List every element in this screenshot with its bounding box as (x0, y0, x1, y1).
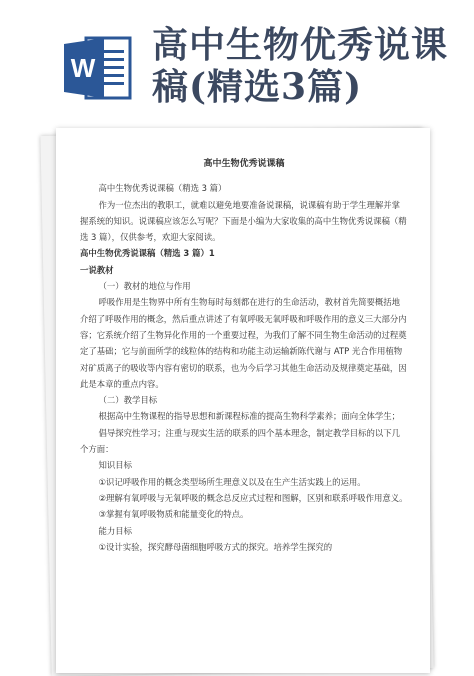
document-paragraph: ②理解有氧呼吸与无氧呼吸的概念总反应式过程和图解，区别和联系呼吸作用意义。 (98, 492, 408, 503)
document-page (56, 128, 430, 673)
document-body (80, 156, 408, 555)
document-paragraph: 能力目标 (98, 525, 132, 536)
document-paragraph: ①识记呼吸作用的概念类型场所生理意义以及在生产生活实践上的运用。 (98, 476, 366, 487)
document-paragraph: 知识目标 (98, 460, 132, 471)
document-paragraph: 呼吸作用是生物界中所有生物每时每刻都在进行的生命活动，教材首先简要概括地介绍了呼吸作用的概念，然后重点讲述了有氧呼吸无氧呼吸和呼吸作用的意义三大部分内容；它系统介绍了生物异化作用的一个重要过程，为我们了解不同生物生命活动的过程奠定了基础；它与前面所学的线粒体的结构和功能主动运输新陈代谢与 ATP 光合作用植物对矿质离子的吸收等内容有密切的联系，也为今后学习其他生命活动及规律奠定基础，因此是本章的重点内容。 (80, 297, 407, 389)
document-paragraph: 高中生物优秀说课稿（精选 3 篇）1 (80, 248, 215, 259)
word-icon-letter: W (70, 53, 96, 83)
document-paragraph: 根据高中生物课程的指导思想和新课程标准的提高生物科学素养；面向全体学生； (98, 411, 400, 422)
document-paragraph: 一说教材 (80, 264, 114, 275)
document-title: 高中生物优秀说课稿 (203, 159, 285, 169)
banner (0, 0, 474, 120)
document-paragraph: 高中生物优秀说课稿（精选 3 篇） (98, 183, 227, 194)
document-paragraph: （一）教材的地位与作用 (98, 281, 191, 292)
document-paragraph: 倡导探究性学习；注重与现实生活的联系的四个基本理念，制定教学目标的以下几个方面： (80, 427, 400, 455)
word-document-icon (62, 32, 134, 104)
banner-title: 高中生物优秀说课 稿(精选3篇) (152, 24, 449, 108)
document-paragraph: ①设计实验，探究酵母菌细胞呼吸方式的探究。培养学生探究的 (98, 541, 333, 552)
document-paragraph: （二）教学目标 (98, 395, 158, 406)
document-paragraph: 作为一位杰出的教职工，就难以避免地要准备说课稿，说课稿有助于学生理解并掌握系统的知识。说课稿应该怎么写呢？下面是小编为大家收集的高中生物优秀说课稿（精选 3 篇），仅供参考，欢迎大家阅读。 (80, 199, 407, 243)
document-paragraph: ③掌握有氧呼吸物质和能量变化的特点。 (98, 509, 249, 520)
